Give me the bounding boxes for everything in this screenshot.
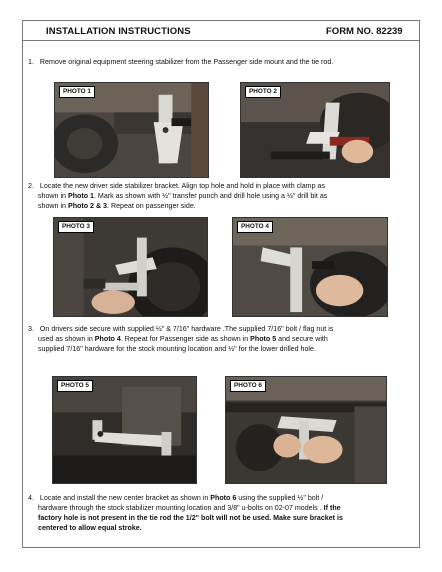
step-3: 3. On drivers side secure with supplied ½" & 7/16" hardware .The supplied 7/16" bolt / flag nut is used as shown in Photo 4. Repeat for Passenger side as shown in Photo 5 and secure with supplied 7/16" hardware for the stock mounting location and ½" for the lower drilled hole. [28,325,334,353]
step-number: 2. [28,182,34,190]
step-4: 4. Locate and install the new center bracket as shown in Photo 6 using the supplied ½" bolt / hardware through the stock stabilizer mounting location and 3/8" u-bolts on 02-07 models . If the factory hole is not present in the tie rod the 1/2" bolt will not be used. Make sure bracket is centered to allow equal stroke. [28,494,343,532]
step-number: 4. [28,494,34,502]
step-number: 3. [28,325,34,333]
document-title: INSTALLATION INSTRUCTIONS [46,26,191,37]
photo-5 [52,376,197,484]
photo-6-image [226,377,386,483]
header-divider [22,40,420,41]
form-number: FORM NO. 82239 [326,26,403,37]
photo-4 [232,217,388,317]
photo-label: PHOTO 6 [230,380,266,392]
photo-label: PHOTO 5 [57,380,93,392]
step-text: Remove original equipment steering stabilizer from the Passenger side mount and the tie rod. [39,58,334,66]
photo-2 [240,82,390,178]
photo-label: PHOTO 1 [59,86,95,98]
photo-5-image [53,377,196,483]
photo-1 [54,82,209,178]
photo-label: PHOTO 3 [58,221,94,233]
photo-label: PHOTO 2 [245,86,281,98]
photo-3 [53,217,208,317]
photo-6 [225,376,387,484]
step-2: 2. Locate the new driver side stabilizer bracket. Align top hole and hold in place with clamp as shown in Photo 1. Mark as shown with ½" transfer punch and drill hole using a ½" drill bit as shown in Photo 2 & 3. Repeat on passenger side. [28,182,328,210]
photo-label: PHOTO 4 [237,221,273,233]
step-1 [28,57,414,67]
step-number: 1. [28,58,34,66]
